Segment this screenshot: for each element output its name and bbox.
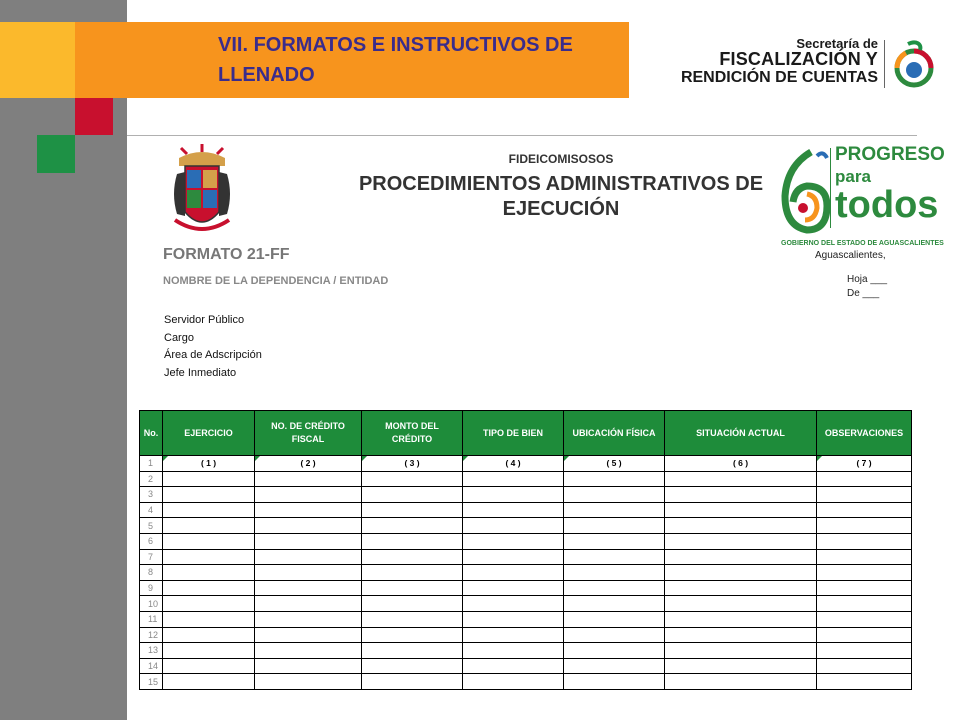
table-row (140, 611, 912, 627)
table-cell[interactable] (255, 658, 362, 674)
table-cell[interactable] (255, 471, 362, 487)
table-cell[interactable] (665, 518, 817, 534)
table-cell[interactable] (564, 611, 665, 627)
table-cell[interactable] (564, 643, 665, 659)
row-number: 12 (140, 627, 163, 643)
table-cell[interactable] (564, 502, 665, 518)
table-cell[interactable] (665, 627, 817, 643)
table-cell[interactable] (255, 502, 362, 518)
table-cell[interactable] (564, 487, 665, 503)
index-cell: ( 1 ) (163, 456, 255, 472)
table-cell[interactable] (163, 487, 255, 503)
gobierno-label: GOBIERNO DEL ESTADO DE AGUASCALIENTES (781, 240, 944, 247)
table-cell[interactable] (255, 549, 362, 565)
hoja-label: Hoja ___ (847, 274, 888, 285)
header-situacion: SITUACIÓN ACTUAL (665, 411, 817, 456)
row-number: 5 (140, 518, 163, 534)
row-number: 11 (140, 611, 163, 627)
table-cell[interactable] (163, 502, 255, 518)
row-number: 6 (140, 533, 163, 549)
sfrc-emblem-icon (890, 38, 938, 90)
table-cell[interactable] (362, 565, 463, 581)
table-cell[interactable] (362, 611, 463, 627)
row-number: 13 (140, 643, 163, 659)
table-cell[interactable] (463, 502, 564, 518)
field-jefe: Jefe Inmediato (164, 366, 237, 379)
table-cell[interactable] (817, 471, 912, 487)
row-number: 9 (140, 580, 163, 596)
table-cell[interactable] (463, 518, 564, 534)
format-document (127, 136, 960, 720)
table-cell[interactable] (255, 643, 362, 659)
table-cell[interactable] (255, 674, 362, 690)
fields-list (164, 312, 262, 382)
table-cell[interactable] (463, 565, 564, 581)
table-cell[interactable] (817, 596, 912, 612)
progreso-separator (830, 148, 831, 228)
table-cell[interactable] (665, 471, 817, 487)
index-cell: ( 4 ) (463, 456, 564, 472)
progreso-word: PROGRESO (835, 144, 945, 165)
table-cell[interactable] (362, 549, 463, 565)
table-cell[interactable] (463, 549, 564, 565)
table-cell[interactable] (817, 565, 912, 581)
table-cell[interactable] (163, 658, 255, 674)
table-cell[interactable] (362, 502, 463, 518)
decor-red-square (75, 98, 113, 135)
table-cell[interactable] (255, 596, 362, 612)
table-cell[interactable] (564, 565, 665, 581)
table-row (140, 518, 912, 534)
table-cell[interactable] (362, 674, 463, 690)
table-cell[interactable] (163, 674, 255, 690)
table-cell[interactable] (817, 627, 912, 643)
row-number: 1 (140, 456, 163, 472)
table-cell[interactable] (163, 611, 255, 627)
index-cell: ( 6 ) (665, 456, 817, 472)
header-monto: MONTO DEL CRÉDITO (362, 411, 463, 456)
index-cell: ( 3 ) (362, 456, 463, 472)
row-number: 15 (140, 674, 163, 690)
dependencia-label: NOMBRE DE LA DEPENDENCIA / ENTIDAD (163, 275, 389, 287)
table-cell[interactable] (163, 643, 255, 659)
table-cell[interactable] (817, 674, 912, 690)
table-cell[interactable] (665, 674, 817, 690)
table-cell[interactable] (463, 611, 564, 627)
table-cell[interactable] (163, 518, 255, 534)
table-cell[interactable] (817, 487, 912, 503)
row-number: 3 (140, 487, 163, 503)
page-counter (847, 273, 887, 301)
sfrc-logo (646, 36, 936, 92)
table-cell[interactable] (362, 627, 463, 643)
table-cell[interactable] (463, 627, 564, 643)
table-cell[interactable] (463, 596, 564, 612)
table-cell[interactable] (463, 658, 564, 674)
table-cell[interactable] (463, 674, 564, 690)
row-number: 10 (140, 596, 163, 612)
table-cell[interactable] (463, 643, 564, 659)
table-row (140, 596, 912, 612)
table-cell[interactable] (564, 627, 665, 643)
field-servidor: Servidor Público (164, 314, 245, 326)
table-cell[interactable] (564, 549, 665, 565)
table-cell[interactable] (665, 533, 817, 549)
header-no: No. (140, 411, 163, 456)
document-heading: PROCEDIMIENTOS ADMINISTRATIVOS DE EJECUCIÓN (358, 173, 764, 220)
document-category: FIDEICOMISOSOS (508, 152, 614, 166)
index-row (140, 456, 912, 472)
table-cell[interactable] (564, 658, 665, 674)
table-cell[interactable] (665, 658, 817, 674)
table-row (140, 487, 912, 503)
table-cell[interactable] (665, 487, 817, 503)
table-cell[interactable] (817, 580, 912, 596)
slide-title: VII. FORMATOS E INSTRUCTIVOS DE LLENADO (218, 34, 573, 86)
table-cell[interactable] (255, 565, 362, 581)
table-cell[interactable] (817, 518, 912, 534)
table-cell[interactable] (163, 596, 255, 612)
field-area: Área de Adscripción (164, 349, 262, 361)
formato-title: FORMATO 21-FF (163, 246, 290, 263)
table-cell[interactable] (817, 549, 912, 565)
table-row (140, 674, 912, 690)
decor-yellow-square (0, 22, 75, 98)
para-word: para (835, 167, 871, 186)
table-cell[interactable] (362, 643, 463, 659)
table-cell[interactable] (163, 471, 255, 487)
table-cell[interactable] (665, 580, 817, 596)
header-ejercicio: EJERCICIO (163, 411, 255, 456)
table-cell[interactable] (463, 580, 564, 596)
table-cell[interactable] (255, 533, 362, 549)
header-tipo: TIPO DE BIEN (463, 411, 564, 456)
decor-green-square (37, 135, 75, 173)
row-number: 2 (140, 471, 163, 487)
table-cell[interactable] (817, 611, 912, 627)
table-cell[interactable] (255, 518, 362, 534)
format-table (139, 410, 912, 690)
table-cell[interactable] (362, 518, 463, 534)
table-cell[interactable] (362, 487, 463, 503)
table-cell[interactable] (463, 533, 564, 549)
table-cell[interactable] (163, 549, 255, 565)
table-row (140, 549, 912, 565)
table-cell[interactable] (817, 658, 912, 674)
sfrc-line1: Secretaría de (796, 36, 878, 51)
index-cell: ( 7 ) (817, 456, 912, 472)
table-cell[interactable] (163, 580, 255, 596)
table-cell[interactable] (665, 565, 817, 581)
table-row (140, 643, 912, 659)
table-cell[interactable] (564, 596, 665, 612)
table-row (140, 565, 912, 581)
table-cell[interactable] (817, 533, 912, 549)
table-row (140, 502, 912, 518)
table-cell[interactable] (817, 643, 912, 659)
table-header-row (140, 411, 912, 456)
table-cell[interactable] (163, 533, 255, 549)
table-cell[interactable] (463, 487, 564, 503)
header-credito: NO. DE CRÉDITO FISCAL (255, 411, 362, 456)
table-cell[interactable] (564, 580, 665, 596)
table-cell[interactable] (665, 596, 817, 612)
row-number: 8 (140, 565, 163, 581)
table-row (140, 627, 912, 643)
progreso-emblem-icon (777, 146, 833, 234)
table-cell[interactable] (564, 518, 665, 534)
header-observaciones: OBSERVACIONES (817, 411, 912, 456)
todos-word: todos (835, 184, 939, 226)
progreso-logo (777, 142, 945, 254)
table-cell[interactable] (362, 533, 463, 549)
table-cell[interactable] (362, 471, 463, 487)
table-cell[interactable] (255, 580, 362, 596)
field-cargo: Cargo (164, 331, 194, 344)
table-cell[interactable] (362, 658, 463, 674)
table-cell[interactable] (665, 549, 817, 565)
table-cell[interactable] (665, 611, 817, 627)
table-row (140, 580, 912, 596)
table-cell[interactable] (163, 565, 255, 581)
header-ubicacion: UBICACIÓN FÍSICA (564, 411, 665, 456)
city-label: Aguascalientes, (815, 250, 886, 261)
row-number: 7 (140, 549, 163, 565)
table-cell[interactable] (817, 502, 912, 518)
row-number: 14 (140, 658, 163, 674)
table-row (140, 533, 912, 549)
table-cell[interactable] (463, 471, 564, 487)
table-cell[interactable] (163, 627, 255, 643)
de-label: De ___ (847, 288, 880, 299)
table-cell[interactable] (362, 596, 463, 612)
table-cell[interactable] (665, 502, 817, 518)
sfrc-separator (884, 40, 885, 88)
table-cell[interactable] (255, 487, 362, 503)
table-cell[interactable] (564, 533, 665, 549)
row-number: 4 (140, 502, 163, 518)
table-row (140, 471, 912, 487)
table-cell[interactable] (255, 611, 362, 627)
sfrc-line2: FISCALIZACIÓN Y (719, 49, 878, 69)
table-cell[interactable] (564, 471, 665, 487)
sfrc-line3: RENDICIÓN DE CUENTAS (680, 69, 878, 86)
table-cell[interactable] (255, 627, 362, 643)
table-cell[interactable] (362, 580, 463, 596)
table-row (140, 658, 912, 674)
table-cell[interactable] (564, 674, 665, 690)
table-cell[interactable] (665, 643, 817, 659)
index-cell: ( 2 ) (255, 456, 362, 472)
index-cell: ( 5 ) (564, 456, 665, 472)
